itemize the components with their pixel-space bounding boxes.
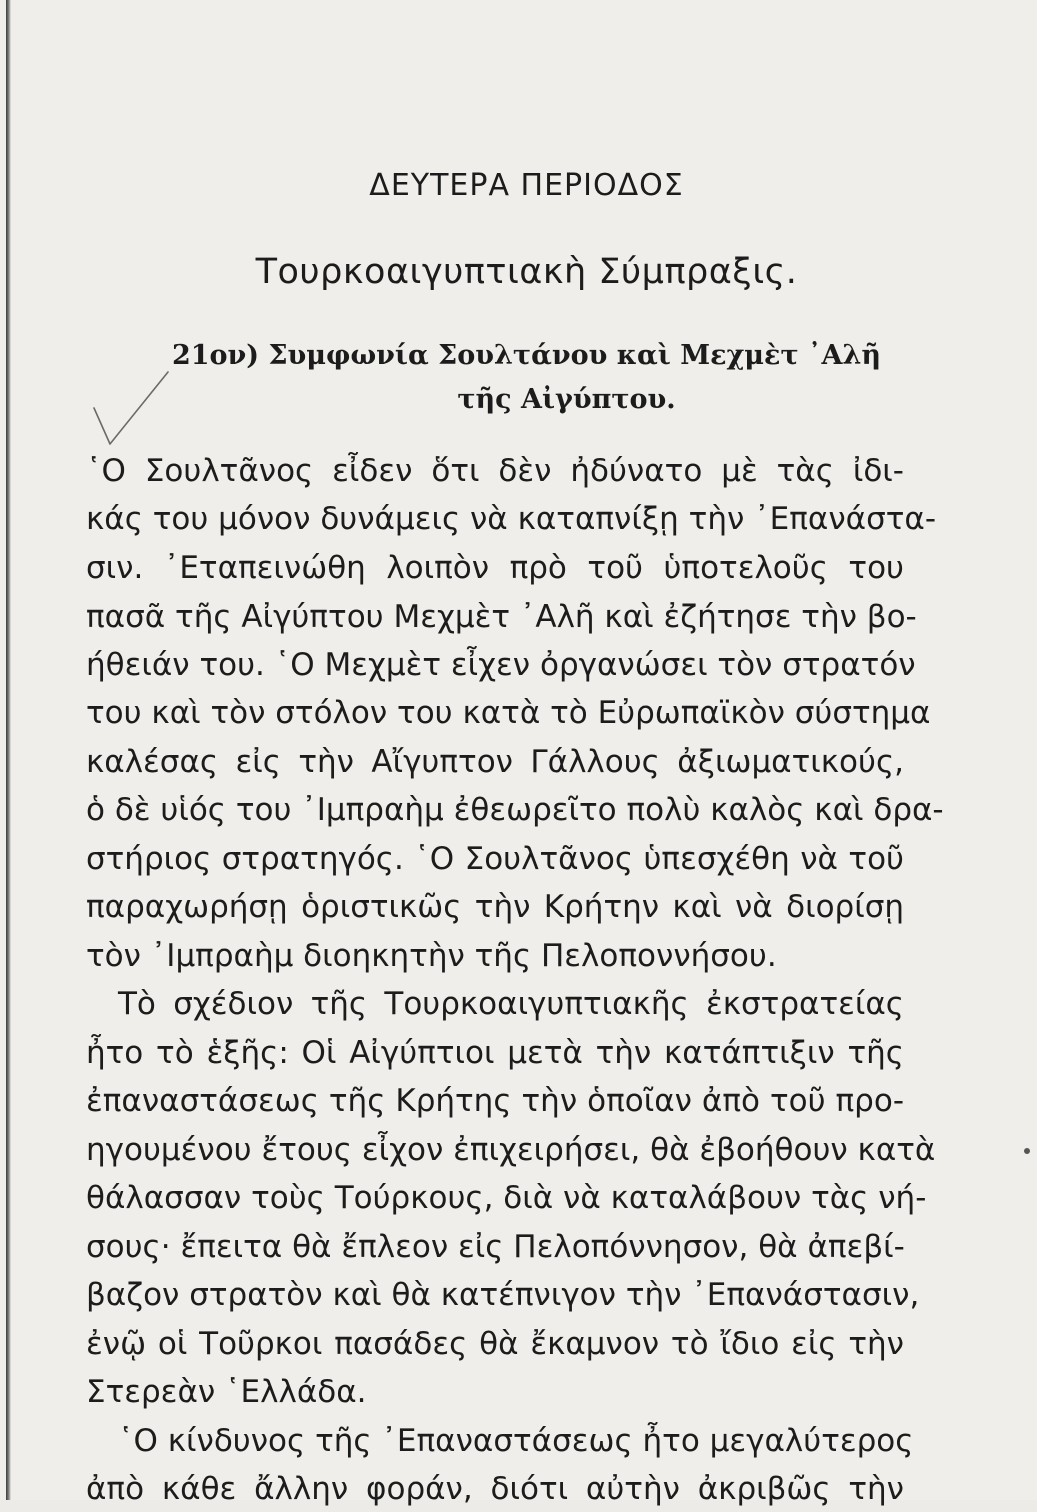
body-line: πασᾶ τῆς Αἰγύπτου Μεχμὲτ ᾿Αλῆ καὶ ἐζήτησε τὴν βο- (86, 599, 917, 635)
body-line: τὸν ᾿Ιμπραὴμ διοηκητὴν τῆς Πελοποννήσου. (86, 938, 777, 974)
body-line: ῾Ο Σουλτᾶνος εἶδεν ὅτι δὲν ἠδύνατο μὲ τὰς ἰδι- (86, 453, 904, 489)
body-line: του καὶ τὸν στόλον του κατὰ τὸ Εὐρωπαϊκὸν σύστημα (86, 695, 931, 731)
body-line: βαζον στρατὸν καὶ θὰ κατέπνιγον τὴν ᾿Επανάστασιν, (86, 1277, 920, 1313)
body-line: κάς του μόνον δυνάμεις νὰ καταπνίξῃ τὴν ᾿Επανάστα- (86, 501, 937, 537)
body-line: ῾Ο κίνδυνος τῆς ᾿Επαναστάσεως ἦτο μεγαλύτερος (118, 1423, 914, 1459)
body-line: καλέσας εἰς τὴν Αἴγυπτον Γάλλους ἀξιωματικούς, (86, 744, 904, 780)
margin-dot (1024, 1148, 1030, 1154)
body-line: ἐπαναστάσεως τῆς Κρήτης τὴν ὁποῖαν ἀπὸ τοῦ προ- (86, 1083, 904, 1119)
body-line: ὁ δὲ υἱός του ᾿Ιμπραὴμ ἐθεωρεῖτο πολὺ καλὸς καὶ δρα- (86, 792, 944, 828)
section-title-line1: 21ον) Συμφωνία Σουλτάνου καὶ Μεχμὲτ ᾿Αλῆ (171, 340, 882, 371)
handwritten-check-mark (88, 370, 188, 450)
body-line: στήριος στρατηγός. ῾Ο Σουλτᾶνος ὑπεσχέθη νὰ τοῦ (86, 841, 904, 877)
binding-edge (6, 0, 11, 1500)
section-title-line2: τῆς Αἰγύπτου. (457, 384, 676, 415)
body-line: ἀπὸ κάθε ἄλλην φοράν, διότι αὐτὴν ἀκριβῶς τὴν (86, 1471, 904, 1507)
period-heading: ΔΕΥΤΕΡΑ ΠΕΡΙΟΔΟΣ (369, 168, 684, 203)
chapter-title: Τουρκοαιγυπτιακὴ Σύμπραξις. (255, 252, 798, 292)
body-line: σιν. ᾿Εταπεινώθη λοιπὸν πρὸ τοῦ ὑποτελοῦς του (86, 550, 904, 586)
body-line: σους· ἔπειτα θὰ ἔπλεον εἰς Πελοπόννησον, θὰ ἀπεβί- (86, 1229, 905, 1265)
body-line: Τὸ σχέδιον τῆς Τουρκοαιγυπτιακῆς ἐκστρατείας (118, 986, 904, 1022)
body-line: ἐνῷ οἱ Τοῦρκοι πασάδες θὰ ἔκαμνον τὸ ἴδιο εἰς τὴν (86, 1326, 904, 1362)
body-line: ἦτο τὸ ἑξῆς: Οἱ Αἰγύπτιοι μετὰ τὴν κατάπτιξιν τῆς (86, 1035, 904, 1071)
body-line: ηγουμένου ἔτους εἶχον ἐπιχειρήσει, θὰ ἐβοήθουν κατὰ (86, 1132, 936, 1168)
body-line: θάλασσαν τοὺς Τούρκους, διὰ νὰ καταλάβουν τὰς νή- (86, 1180, 927, 1216)
body-line: Στερεὰν ῾Ελλάδα. (86, 1374, 367, 1410)
body-line: ήθειάν του. ῾Ο Μεχμὲτ εἶχεν ὀργανώσει τὸν στρατόν (86, 647, 916, 683)
body-line: παραχωρήσῃ ὁριστικῶς τὴν Κρήτην καὶ νὰ διορίσῃ (86, 889, 904, 925)
